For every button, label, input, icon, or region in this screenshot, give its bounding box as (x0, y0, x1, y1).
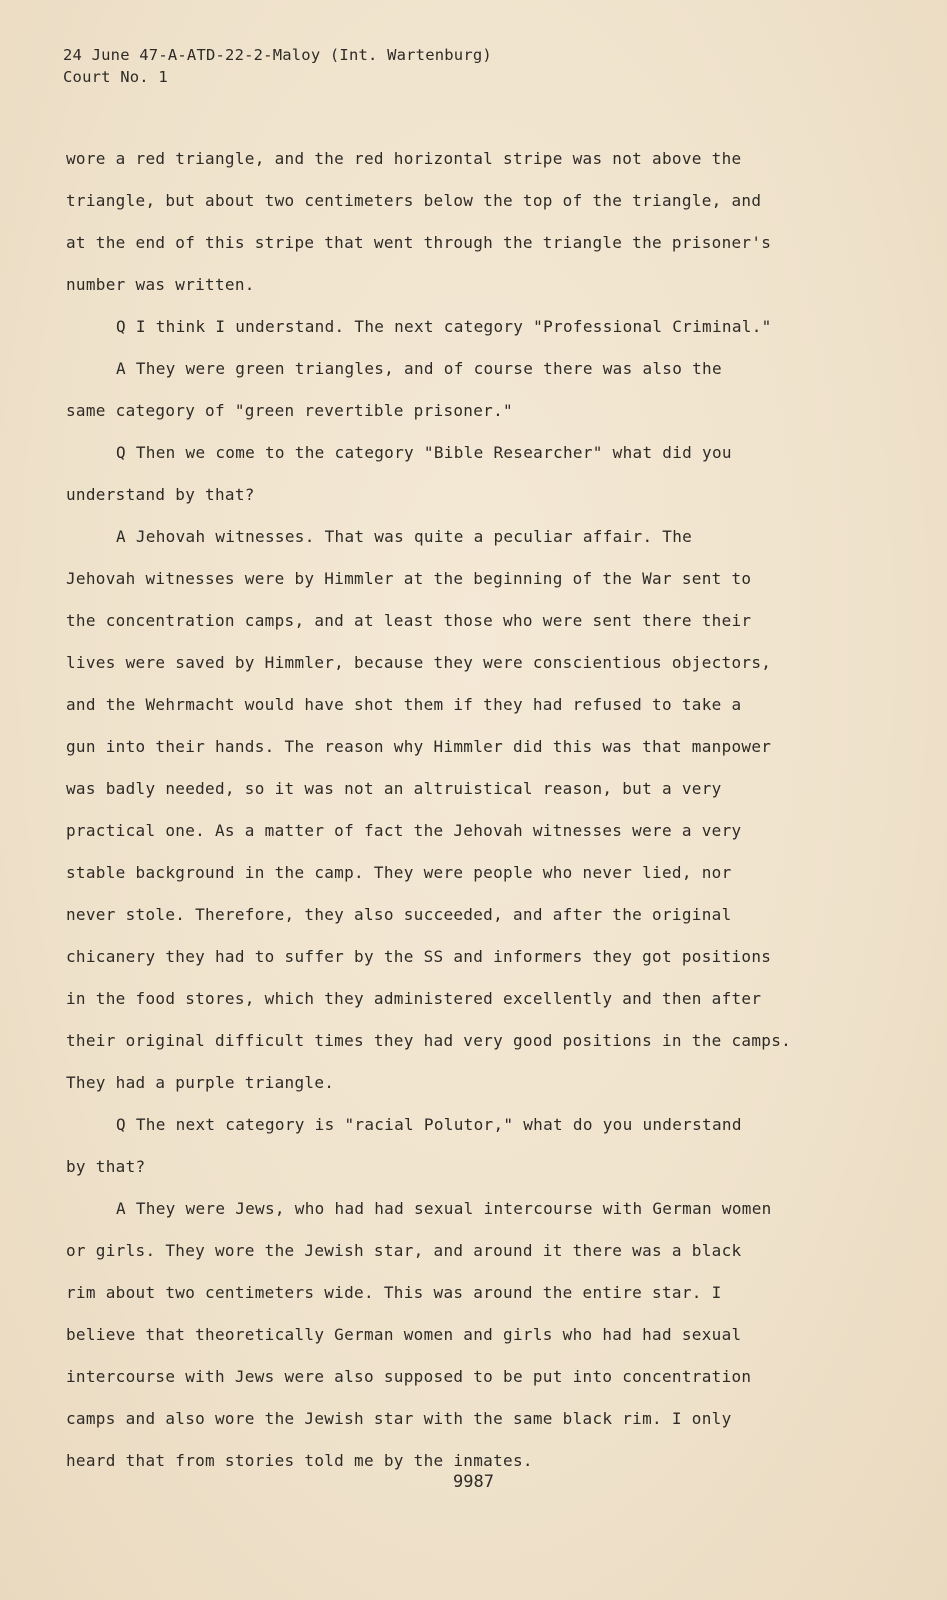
transcript-line: or girls. They wore the Jewish star, and around it there was a black (66, 1241, 742, 1260)
transcript-line: A They were Jews, who had had sexual intercourse with German women (116, 1199, 772, 1218)
transcript-line: the concentration camps, and at least those who were sent there their (66, 611, 752, 630)
transcript-line: A Jehovah witnesses. That was quite a peculiar affair. The (116, 527, 693, 546)
transcript-line: heard that from stories told me by the inmates. (66, 1451, 533, 1470)
transcript-line: same category of "green revertible prisoner." (66, 401, 513, 420)
transcript-line: understand by that? (66, 485, 255, 504)
transcript-line: intercourse with Jews were also supposed to be put into concentration (66, 1367, 752, 1386)
transcript-line: camps and also wore the Jewish star with the same black rim. I only (66, 1409, 732, 1428)
transcript-line: gun into their hands. The reason why Himmler did this was that manpower (66, 737, 772, 756)
transcript-line: wore a red triangle, and the red horizontal stripe was not above the (66, 149, 742, 168)
transcript-line: believe that theoretically German women and girls who had had sexual (66, 1325, 742, 1344)
transcript-line: number was written. (66, 275, 255, 294)
page-number: 9987 (453, 1472, 494, 1492)
transcript-line: A They were green triangles, and of course there was also the (116, 359, 722, 378)
transcript-line: Q I think I understand. The next category "Professional Criminal." (116, 317, 772, 336)
header-line-2: Court No. 1 (63, 68, 168, 86)
transcript-body (66, 138, 826, 1482)
transcript-line: by that? (66, 1157, 146, 1176)
transcript-line: practical one. As a matter of fact the Jehovah witnesses were a very (66, 821, 742, 840)
transcript-line: Q Then we come to the category "Bible Researcher" what did you (116, 443, 732, 462)
document-header (63, 44, 492, 88)
transcript-line: rim about two centimeters wide. This was around the entire star. I (66, 1283, 722, 1302)
transcript-line: Jehovah witnesses were by Himmler at the beginning of the War sent to (66, 569, 752, 588)
transcript-line: their original difficult times they had very good positions in the camps. (66, 1031, 792, 1050)
transcript-line: Q The next category is "racial Polutor," what do you understand (116, 1115, 742, 1134)
transcript-line: triangle, but about two centimeters below the top of the triangle, and (66, 191, 762, 210)
transcript-line: at the end of this stripe that went through the triangle the prisoner's (66, 233, 772, 252)
transcript-line: lives were saved by Himmler, because they were conscientious objectors, (66, 653, 772, 672)
transcript-line: in the food stores, which they administered excellently and then after (66, 989, 762, 1008)
transcript-line: stable background in the camp. They were people who never lied, nor (66, 863, 732, 882)
transcript-line: chicanery they had to suffer by the SS and informers they got positions (66, 947, 772, 966)
transcript-line: They had a purple triangle. (66, 1073, 335, 1092)
transcript-line: never stole. Therefore, they also succeeded, and after the original (66, 905, 732, 924)
transcript-line: was badly needed, so it was not an altruistical reason, but a very (66, 779, 722, 798)
transcript-line: and the Wehrmacht would have shot them if they had refused to take a (66, 695, 742, 714)
header-line-1: 24 June 47-A-ATD-22-2-Maloy (Int. Wartenburg) (63, 46, 492, 64)
